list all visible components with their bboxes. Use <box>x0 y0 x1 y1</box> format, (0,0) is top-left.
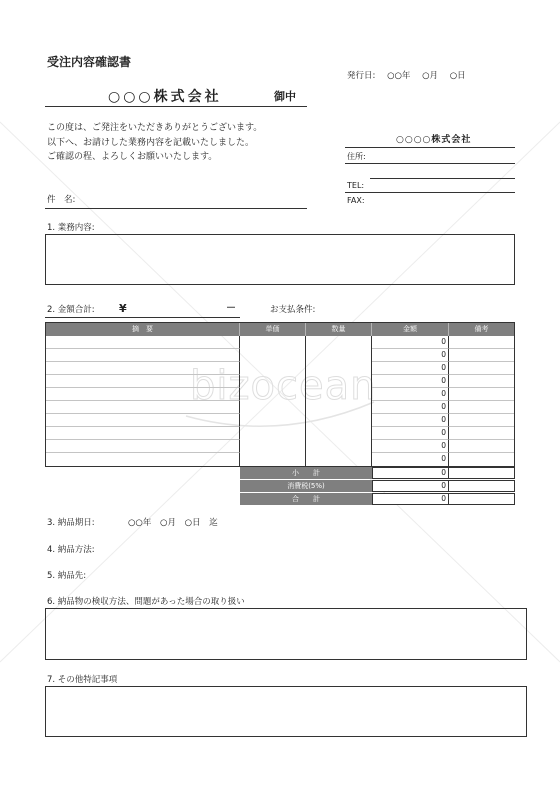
recipient-company: ○○○株式会社 <box>108 89 222 105</box>
special-notes-label: 7. その他特記事項 <box>47 675 118 685</box>
unit-price-cell <box>240 375 306 388</box>
remarks-cell <box>449 453 514 466</box>
table-body <box>46 336 514 466</box>
unit-price-cell <box>240 388 306 401</box>
unit-price-cell <box>240 440 306 453</box>
unit-price-cell <box>240 362 306 375</box>
remarks-cell <box>449 349 514 362</box>
subtotal-remarks <box>449 467 515 479</box>
table-row <box>46 440 514 453</box>
issuer-company-line <box>345 147 515 148</box>
description-cell <box>46 336 240 349</box>
grand-total-label: 合 計 <box>240 493 372 505</box>
header-remarks: 備考 <box>449 323 514 336</box>
description-cell <box>46 453 240 466</box>
amount-cell: 0 <box>372 414 449 427</box>
quantity-cell <box>306 414 372 427</box>
quantity-cell <box>306 440 372 453</box>
amount-cell: 0 <box>372 427 449 440</box>
total-amount-label: 2. 金額合計: <box>47 305 95 315</box>
issuer-tel-label: TEL: <box>347 181 365 190</box>
tax-label: 消費税(5%) <box>240 480 372 492</box>
table-row <box>46 375 514 388</box>
table-row <box>46 414 514 427</box>
inspection-method-box <box>45 608 527 660</box>
table-row <box>46 401 514 414</box>
table-row <box>46 427 514 440</box>
document-title: 受注内容確認書 <box>47 55 132 69</box>
recipient-underline <box>45 106 307 107</box>
unit-price-cell <box>240 336 306 349</box>
recipient-honorific: 御中 <box>274 90 296 103</box>
business-content-label: 1. 業務内容: <box>47 223 95 233</box>
watermark-logo-text: bizocean <box>190 363 377 409</box>
total-amount-underline <box>45 317 240 318</box>
tax-row <box>240 480 515 492</box>
remarks-cell <box>449 427 514 440</box>
description-cell <box>46 440 240 453</box>
table-row <box>46 349 514 362</box>
table-header-row <box>46 323 514 336</box>
amount-cell: 0 <box>372 336 449 349</box>
greeting-text <box>47 121 262 165</box>
remarks-cell <box>449 362 514 375</box>
header-unit-price: 単価 <box>240 323 306 336</box>
delivery-destination-label: 5. 納品先: <box>47 571 87 581</box>
table-row <box>46 362 514 375</box>
issuer-address-line <box>345 163 515 164</box>
delivery-date-value: ○○年 ○月 ○日 迄 <box>128 518 218 528</box>
tax-amount: 0 <box>372 480 449 492</box>
header-amount: 金額 <box>372 323 449 336</box>
amount-cell: 0 <box>372 349 449 362</box>
greeting-line: ご確認の程、よろしくお願いいたします。 <box>47 152 218 162</box>
amount-cell: 0 <box>372 440 449 453</box>
subtotal-row <box>240 467 515 479</box>
inspection-method-label: 6. 納品物の検収方法、問題があった場合の取り扱い <box>47 597 245 607</box>
quantity-cell <box>306 375 372 388</box>
table-row <box>46 453 514 466</box>
greeting-line: 以下へ、お請けした業務内容を記載いたしました。 <box>47 137 255 148</box>
remarks-cell <box>449 440 514 453</box>
summary-table <box>240 467 515 506</box>
business-content-box <box>45 234 515 285</box>
table-row <box>46 336 514 349</box>
issuer-company: ○○○○株式会社 <box>396 135 472 145</box>
grand-total-row <box>240 493 515 505</box>
remarks-cell <box>449 336 514 349</box>
description-cell <box>46 388 240 401</box>
line-items-table <box>45 322 515 467</box>
unit-price-cell <box>240 414 306 427</box>
amount-cell: 0 <box>372 375 449 388</box>
remarks-cell <box>449 401 514 414</box>
greeting-line: この度は、ご発注をいただきありがとうございます。 <box>47 123 263 133</box>
subtotal-label: 小 計 <box>240 467 372 479</box>
tax-remarks <box>449 480 515 492</box>
amount-cell: 0 <box>372 453 449 466</box>
grand-total-amount: 0 <box>372 493 449 505</box>
subject-label: 件 名: <box>47 195 76 205</box>
amount-cell: 0 <box>372 388 449 401</box>
unit-price-cell <box>240 453 306 466</box>
unit-price-cell <box>240 401 306 414</box>
subject-underline <box>45 208 307 209</box>
total-amount-value: － <box>226 303 236 314</box>
remarks-cell <box>449 414 514 427</box>
remarks-cell <box>449 375 514 388</box>
issuer-fax-label: FAX: <box>347 196 365 205</box>
quantity-cell <box>306 336 372 349</box>
subtotal-amount: 0 <box>372 467 449 479</box>
quantity-cell <box>306 401 372 414</box>
description-cell <box>46 375 240 388</box>
amount-cell: 0 <box>372 362 449 375</box>
unit-price-cell <box>240 427 306 440</box>
description-cell <box>46 414 240 427</box>
delivery-method-label: 4. 納品方法: <box>47 545 95 555</box>
header-quantity: 数量 <box>306 323 372 336</box>
quantity-cell <box>306 453 372 466</box>
delivery-date-label: 3. 納品期日: <box>47 518 95 528</box>
issuer-tel-line <box>345 192 515 193</box>
description-cell <box>46 401 240 414</box>
total-currency-symbol: ¥ <box>119 302 127 315</box>
quantity-cell <box>306 349 372 362</box>
special-notes-box <box>45 686 527 737</box>
header-description: 摘 要 <box>46 323 240 336</box>
quantity-cell <box>306 427 372 440</box>
issuer-address-line-2 <box>370 178 515 179</box>
table-row <box>46 388 514 401</box>
grand-total-remarks <box>449 493 515 505</box>
remarks-cell <box>449 388 514 401</box>
quantity-cell <box>306 362 372 375</box>
quantity-cell <box>306 388 372 401</box>
issuer-address-label: 住所: <box>347 152 366 161</box>
description-cell <box>46 362 240 375</box>
issue-date: 発行日: ○○年 ○月 ○日 <box>347 71 466 81</box>
unit-price-cell <box>240 349 306 362</box>
description-cell <box>46 427 240 440</box>
amount-cell: 0 <box>372 401 449 414</box>
payment-terms-label: お支払条件: <box>270 305 316 315</box>
description-cell <box>46 349 240 362</box>
